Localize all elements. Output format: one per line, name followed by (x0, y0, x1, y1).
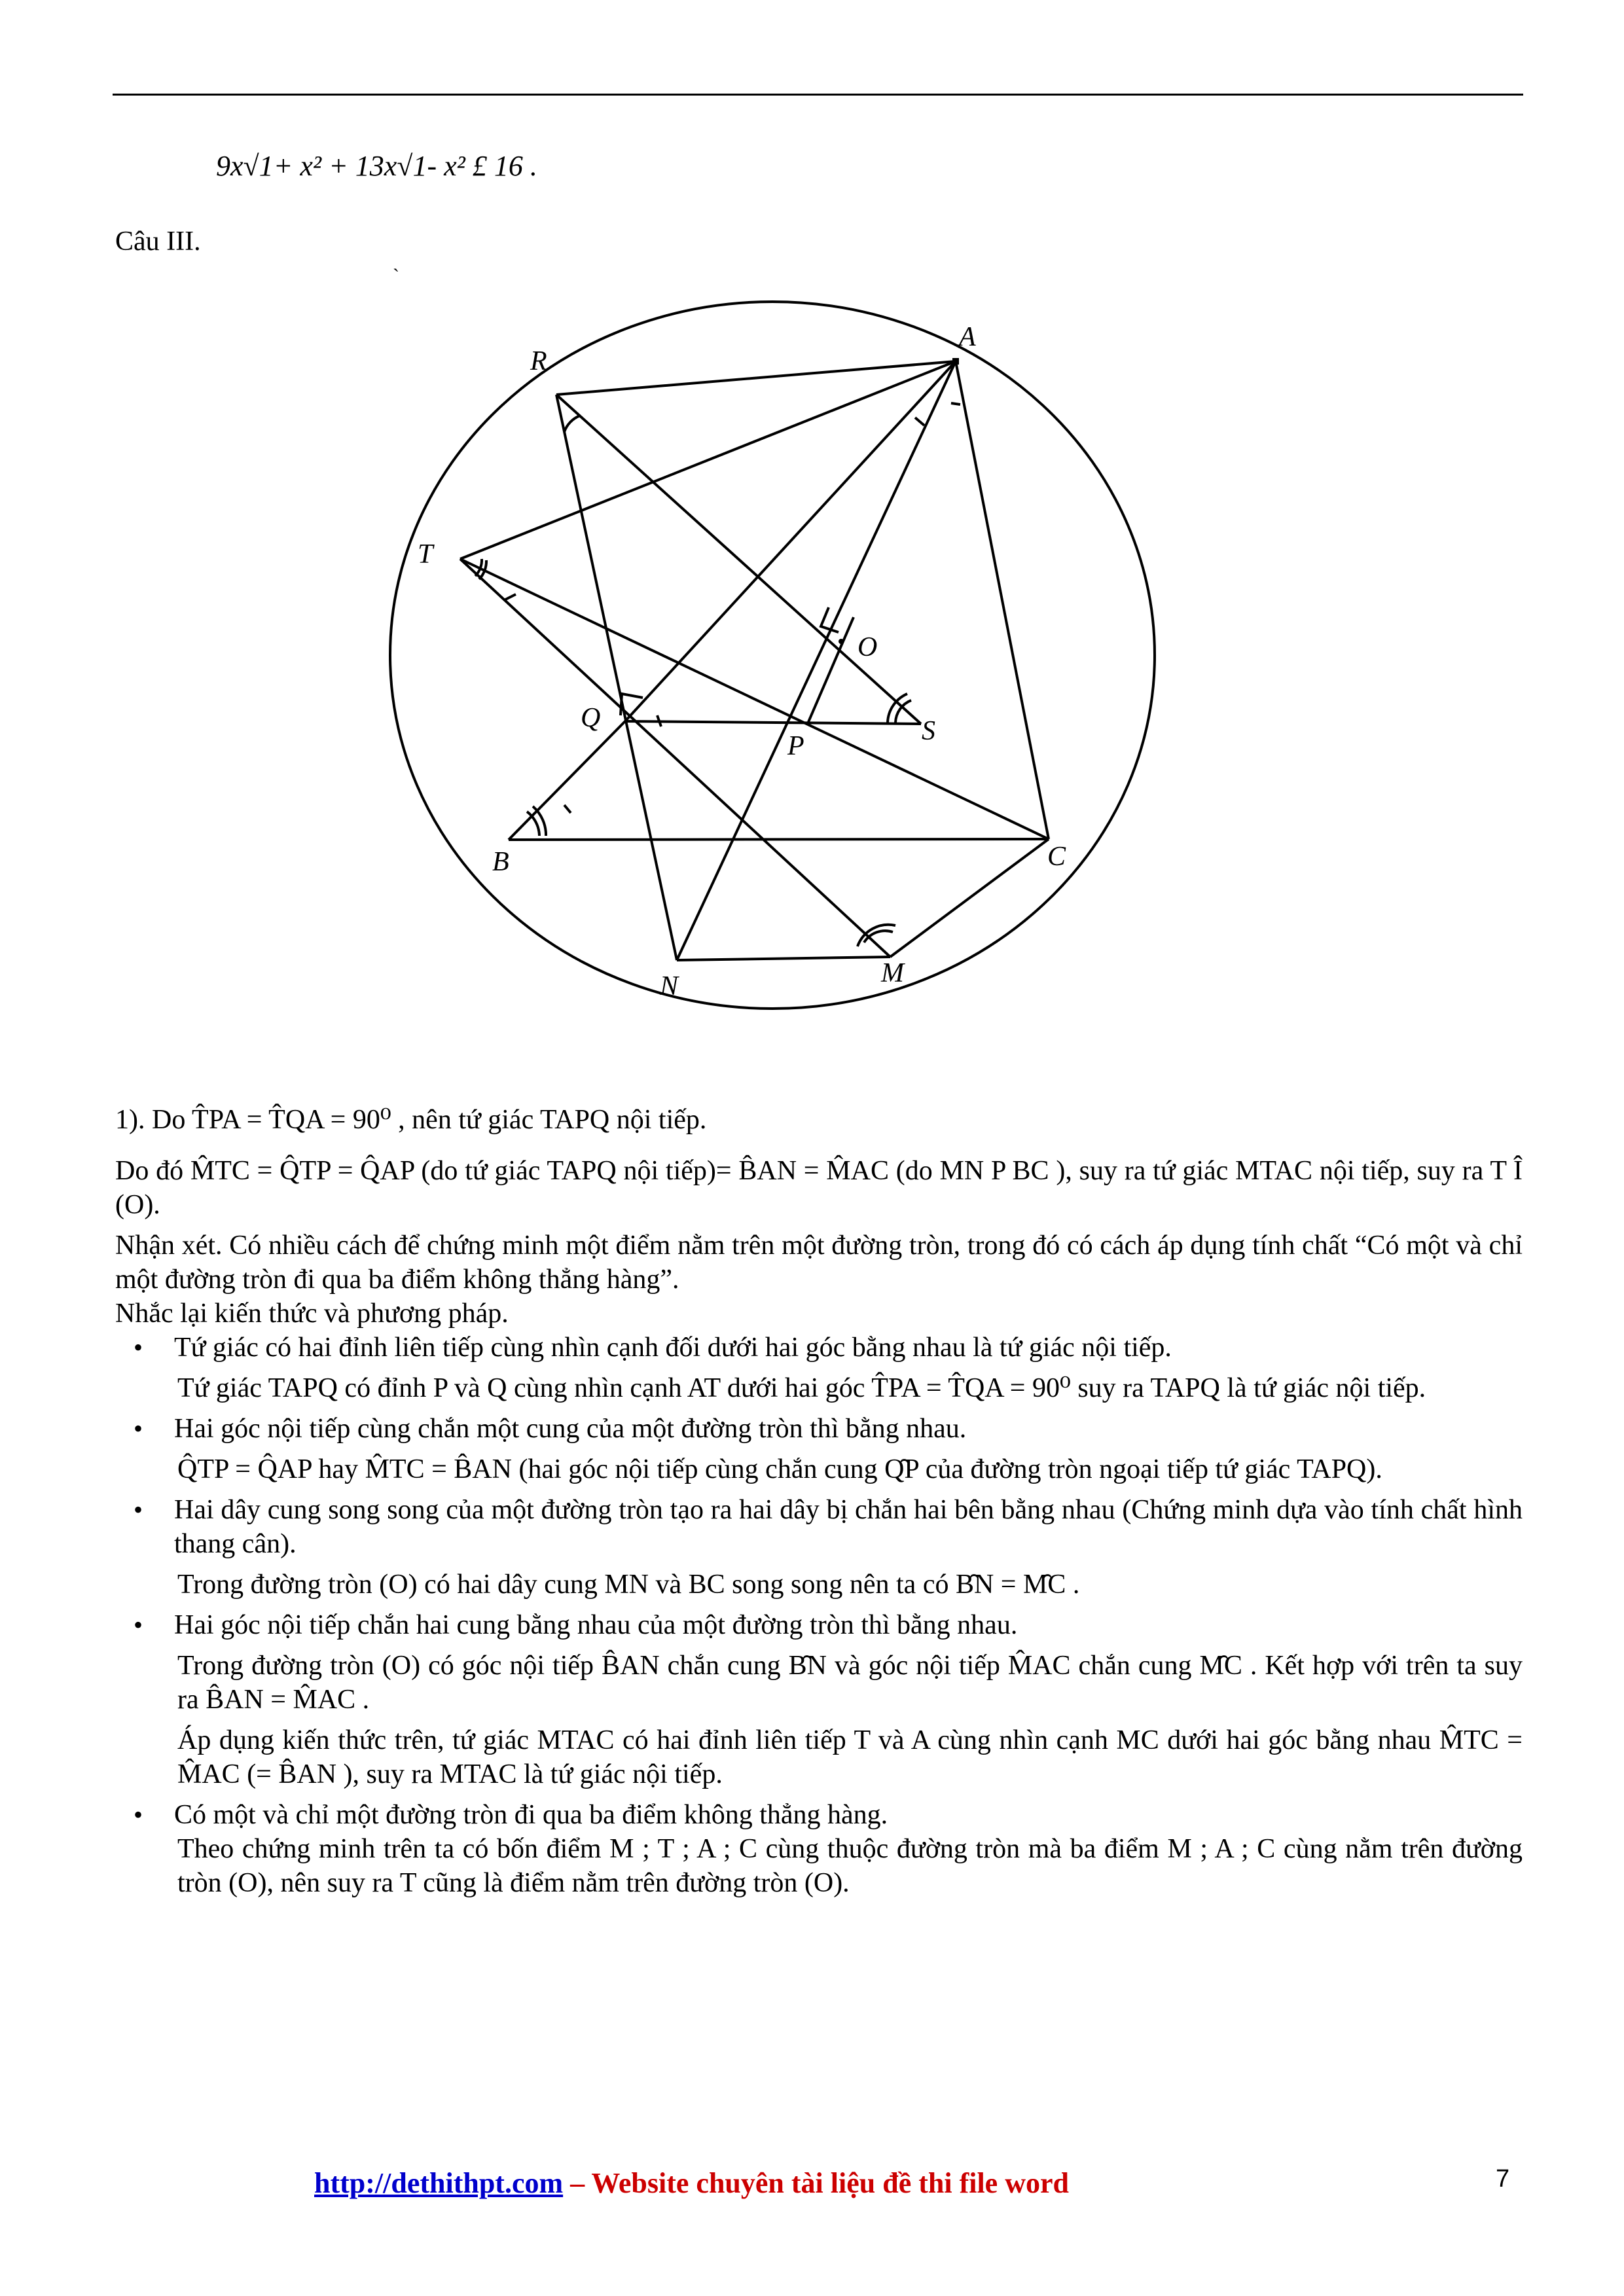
label-s: S (922, 716, 935, 746)
geometry-figure (367, 281, 1270, 1021)
bullet-1: • Tứ giác có hai đỉnh liên tiếp cùng nhìn cạnh đối dưới hai góc bằng nhau là tứ giác nội tiếp. (115, 1331, 1523, 1365)
label-q: Q (581, 703, 601, 733)
paragraph-1: 1). Do T̂PA = T̂QA = 90⁰ , nên tứ giác TAPQ nội tiếp. (115, 1105, 707, 1135)
label-a: A (959, 322, 976, 352)
label-r: R (530, 346, 547, 376)
label-m: M (881, 958, 904, 988)
bullet-4-detail: Trong đường tròn (O) có góc nội tiếp B̂AN chắn cung B̑N và góc nội tiếp M̂AC chắn cung M̑C . Kết hợp với trên ta suy ra B̂AN = M̂AC . (177, 1651, 1523, 1715)
label-p: P (787, 731, 804, 761)
header-rule (113, 94, 1523, 96)
bullet-2: • Hai góc nội tiếp cùng chắn một cung của một đường tròn thì bằng nhau. (115, 1412, 1523, 1446)
paragraph-2: Do đó M̂TC = Q̂TP = Q̂AP (do tứ giác TAPQ nội tiếp)= B̂AN = M̂AC (do MN P BC ), suy ra tứ giác MTAC nội tiếp, suy ra T Î (O). (115, 1156, 1523, 1220)
footer-link[interactable]: http://dethithpt.com (314, 2167, 564, 2199)
footer (314, 2166, 1069, 2200)
label-b: B (492, 847, 509, 877)
circle-o (390, 302, 1155, 1009)
label-n: N (660, 971, 679, 1001)
solution-body (115, 1103, 1523, 1900)
bullet-4-application: Áp dụng kiến thức trên, tứ giác MTAC có hai đỉnh liên tiếp T và A cùng nhìn cạnh MC dưới hai góc bằng nhau M̂TC = M̂AC (= B̂AN ), suy ra MTAC là tứ giác nội tiếp. (177, 1725, 1523, 1789)
recall-heading: Nhắc lại kiến thức và phương pháp. (115, 1299, 509, 1329)
bullet-3-detail: Trong đường tròn (O) có hai dây cung MN và BC song song nên ta có B̑N = M̑C . (177, 1570, 1080, 1600)
bullet-5: • Có một và chỉ một đường tròn đi qua ba điểm không thẳng hàng. (115, 1798, 1523, 1832)
remark: Nhận xét. Có nhiều cách để chứng minh một điểm nằm trên một đường tròn, trong đó có cách áp dụng tính chất “Có một và chỉ một đường tròn đi qua ba điểm không thẳng hàng”. (115, 1230, 1523, 1295)
inequality-formula: 9x√1+ x² + 13x√1- x² £ 16 . (216, 150, 537, 182)
stray-mark: ` (393, 265, 399, 287)
bullet-1-detail: Tứ giác TAPQ có đỉnh P và Q cùng nhìn cạnh AT dưới hai góc T̂PA = T̂QA = 90⁰ suy ra TAPQ là tứ giác nội tiếp. (177, 1373, 1426, 1403)
bullet-5-detail: Theo chứng minh trên ta có bốn điểm M ; T ; A ; C cùng thuộc đường tròn mà ba điểm M ; A ; C cùng nằm trên đường tròn (O), nên suy ra T cũng là điểm nằm trên đường tròn (O). (177, 1834, 1523, 1898)
label-o: O (857, 632, 878, 662)
label-t: T (418, 539, 433, 569)
bullet-2-detail: Q̂TP = Q̂AP hay M̂TC = B̂AN (hai góc nội tiếp cùng chắn cung Q̑P của đường tròn ngoại tiếp tứ giác TAPQ). (177, 1454, 1382, 1484)
page-number: 7 (1496, 2165, 1510, 2193)
label-c: C (1047, 842, 1066, 872)
bullet-3: • Hai dây cung song song của một đường tròn tạo ra hai dây bị chắn hai bên bằng nhau (Chứng minh dựa vào tính chất hình thang cân). (115, 1493, 1523, 1561)
segments (460, 361, 1049, 960)
footer-tagline: – Website chuyên tài liệu đề thi file word (563, 2167, 1069, 2199)
bullet-4: • Hai góc nội tiếp chắn hai cung bằng nhau của một đường tròn thì bằng nhau. (115, 1608, 1523, 1642)
section-heading: Câu III. (115, 226, 201, 257)
